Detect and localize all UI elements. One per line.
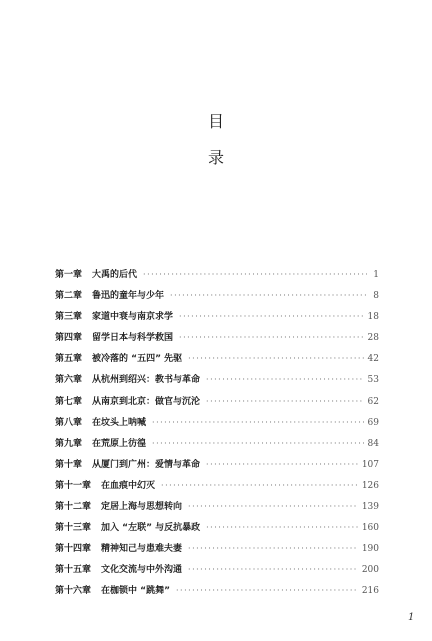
page-number: 200: [361, 565, 379, 576]
chapter-title: 精神知己与患难夫妻: [101, 544, 183, 555]
chapter-title: 留学日本与科学救国: [92, 333, 174, 344]
dot-leader: [188, 348, 363, 369]
page-number: 160: [361, 523, 379, 534]
chapter-number: 第十一章: [55, 480, 92, 491]
chapter-title: 在枷锁中 “跳舞”: [101, 586, 170, 597]
chapter-title: 从杭州到绍兴：教书与革命: [92, 375, 201, 386]
chapter-title: 家道中衰与南京求学: [92, 312, 174, 323]
page-number: 69: [367, 417, 379, 428]
page-number: 84: [367, 438, 379, 449]
page-number: 18: [367, 312, 379, 323]
chapter-number: 第六章: [55, 375, 83, 386]
chapter-number: 第十五章: [55, 565, 92, 576]
toc-entry[interactable]: [55, 517, 379, 538]
page-number: 126: [361, 480, 379, 491]
dot-leader: [179, 306, 364, 327]
dot-leader: [206, 369, 364, 390]
toc-entry[interactable]: [55, 454, 379, 475]
chapter-number: 第十六章: [55, 586, 92, 597]
table-of-contents: [55, 264, 379, 602]
chapter-title: 在坟头上呐喊: [92, 417, 147, 428]
toc-entry[interactable]: [55, 306, 379, 327]
chapter-number: 第十三章: [55, 523, 92, 534]
folio-page-number: 1: [408, 612, 415, 623]
chapter-number: 第五章: [55, 354, 83, 365]
page-number: 28: [367, 333, 379, 344]
toc-entry[interactable]: [55, 327, 379, 348]
dot-leader: [170, 285, 367, 306]
page-title: 目: [207, 112, 224, 131]
page-number: 190: [361, 544, 379, 555]
dot-leader: [206, 391, 364, 412]
chapter-title: 在荒原上彷徨: [92, 438, 147, 449]
chapter-number: 第二章: [55, 291, 83, 302]
chapter-title: 被冷落的 “五四” 先驱: [92, 354, 183, 365]
page-number: 139: [361, 502, 379, 513]
page-number: 8: [373, 291, 379, 302]
chapter-title: 在血痕中幻灭: [101, 480, 156, 491]
dot-leader: [206, 454, 358, 475]
chapter-number: 第十四章: [55, 544, 92, 555]
toc-entry[interactable]: [55, 348, 379, 369]
chapter-number: 第九章: [55, 438, 83, 449]
toc-entry[interactable]: [55, 412, 379, 433]
toc-entry[interactable]: [55, 264, 379, 285]
chapter-title: 加入 “左联” 与反抗暴政: [101, 523, 201, 534]
page-number: 216: [361, 586, 379, 597]
chapter-number: 第四章: [55, 333, 83, 344]
toc-entry[interactable]: [55, 475, 379, 496]
dot-leader: [152, 433, 364, 454]
page-number: 107: [361, 459, 379, 470]
page-title-second-char: 录: [207, 148, 224, 167]
toc-entry[interactable]: [55, 369, 379, 390]
dot-leader: [188, 538, 358, 559]
dot-leader: [179, 327, 364, 348]
chapter-title: 定居上海与思想转向: [101, 502, 183, 513]
dot-leader: [188, 559, 358, 580]
chapter-number: 第十二章: [55, 502, 92, 513]
toc-entry[interactable]: [55, 580, 379, 601]
chapter-number: 第三章: [55, 312, 83, 323]
toc-entry[interactable]: [55, 433, 379, 454]
toc-entry[interactable]: [55, 496, 379, 517]
chapter-title: 大禹的后代: [92, 270, 138, 280]
dot-leader: [143, 264, 367, 285]
page-number: 53: [367, 375, 379, 386]
chapter-title: 文化交流与中外沟通: [101, 565, 183, 576]
toc-entry[interactable]: [55, 538, 379, 559]
chapter-title: 从南京到北京：做官与沉沦: [92, 396, 201, 407]
chapter-number: 第八章: [55, 417, 83, 428]
dot-leader: [161, 475, 358, 496]
dot-leader: [188, 496, 358, 517]
chapter-number: 第十章: [55, 459, 83, 470]
toc-entry[interactable]: [55, 391, 379, 412]
dot-leader: [152, 412, 364, 433]
toc-entry[interactable]: [55, 559, 379, 580]
chapter-number: 第一章: [55, 270, 83, 280]
page-number: 62: [367, 396, 379, 407]
chapter-title: 从厦门到广州：爱情与革命: [92, 459, 201, 470]
toc-entry[interactable]: [55, 285, 379, 306]
dot-leader: [176, 580, 358, 601]
chapter-title: 鲁迅的童年与少年: [92, 291, 165, 302]
page-number: 1: [373, 270, 379, 280]
page-number: 42: [367, 354, 379, 365]
chapter-number: 第七章: [55, 396, 83, 407]
dot-leader: [206, 517, 358, 538]
